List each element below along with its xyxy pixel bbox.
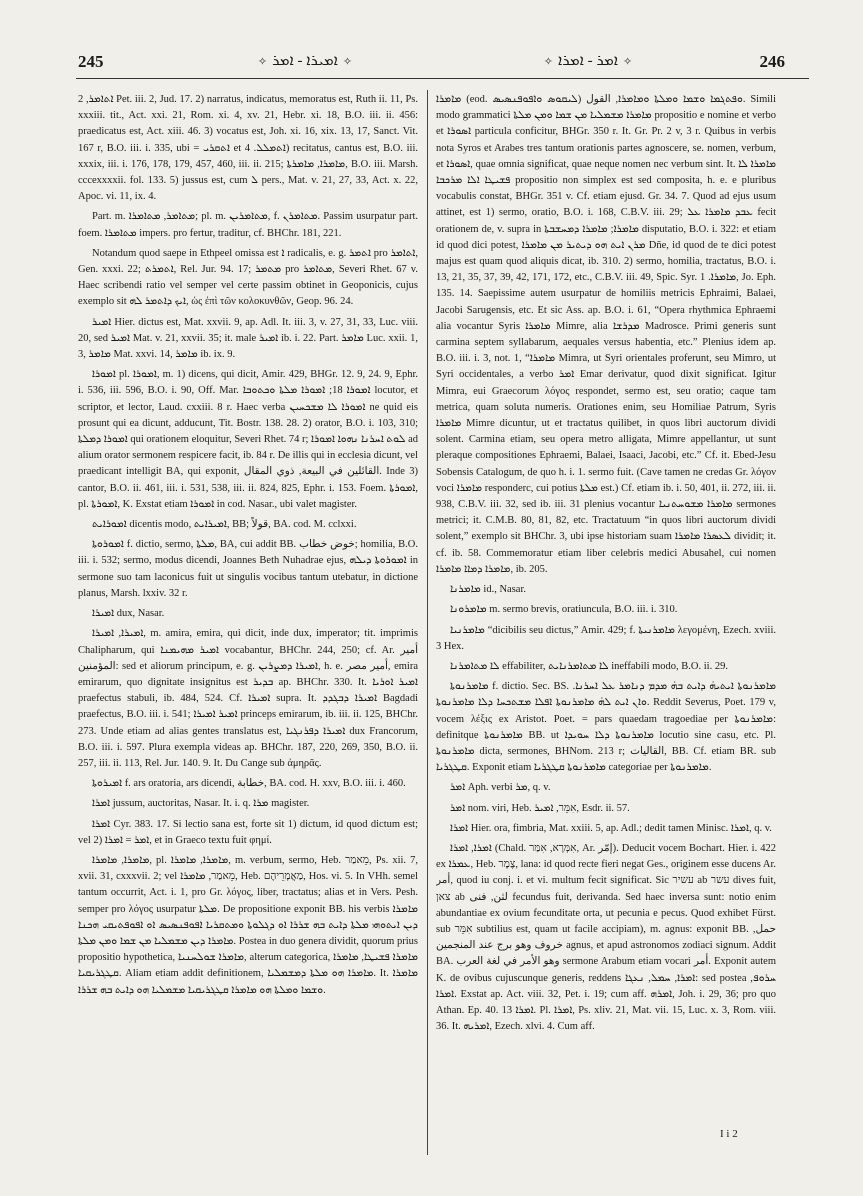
dictionary-entry: Part. m. ܡܬܐܡܪ, ܡܬܐܡܪܐ; pl. m. ܡܬܐܡܪܝܢ, f. ܡܬܐܡܪܢ. Passim usurpatur part. foem. ܡܬܐܡܪܐ impers. pro fertur, traditur, cf. BHChr. 181, 221. bbox=[78, 211, 418, 239]
ornament-icon: ✧ bbox=[623, 56, 633, 68]
right-page-number: 246 bbox=[759, 52, 785, 71]
dictionary-entry: ܐܡܪܐ Hier. ora, fimbria, Mat. xxiii. 5, ap. Adl.; dedit tamen Minisc. ܐܡܪܐ, q. v. bbox=[450, 822, 772, 834]
column-divider bbox=[427, 90, 428, 1155]
left-running-title-text: ܐܡܝܪܐ - ܐܡܪ bbox=[272, 53, 338, 69]
signature-mark: I i 2 bbox=[720, 1128, 738, 1140]
dictionary-entry: ܐܡܘܪܘܬܐ f. dictio, sermo, ܡܠܬܐ, BA, cui addit BB. خوض خطاب; homilia, B.O. iii. i. 532; sermo, modus dicendi, Joannes Beth Nuhadrae ejus, ܐܡܘܪܘܬܐ ܕܝܠܗ in sermone suo tam laconicus fuit ut singulis vocibus tantum utebatur, in dictione planus, Marsh. lxxiv. 32 r. bbox=[78, 539, 418, 599]
dictionary-entry: ܡܐܡܪܢܘܬܐ f. dictio. Sec. BS. ܡܐܡܪܢܘܬܐ ܐܝܬܝܗ̇ ܕܐܝܬ ܒܗ̇ ܡܕܡ ܕܢܐܡܪ ܥܠ ܐܚܪܢܐ. ܘܐܢ ܐܝܬ ܠܗ̇ ܡܐܡܪܢܘܬܐ ܐܦܠܐ ܡܫܬܟܚܐ ܕܠܐ ܡܐܡܪܢܘܬܐ. Reddit Severus, Poet. 179 v, vocem λέξις ex Aristot. Poet. = pars quaedam tragoediae per ܡܐܡܪܢܘܬܐ: definitque ܡܐܡܪܢܘܬܐ BB. ut ܡܐܡܪܢܘܬܐ ܕܠܐ ܚܘܝܕܐ locutio sine casu, etc. Pl. ܡܐܡܪܢܘܬܐ dicta, sermones, BHNom. 213 r; القاليات, BB. Cf. etiam BR. sub ܩܛܓܪܝܐ. Exponit etiam ܡܐܡܪܢܘܬܐ ܩܛܓܪܝܐ categoriae per ܡܐܡܪܢܘܬܐ. bbox=[436, 681, 776, 774]
dictionary-entry: ܐܡܪܐ Cyr. 383. 17. Si lectio sana est, forte sit 1) dictum, id quod dictum est; vel 2) ܐܡܪ = ܐܡܪܐ, et in Graeco textu fuit φημί. bbox=[78, 818, 418, 846]
dictionary-entry: ܡܐܡܪܐ (eod. ܠܝܩܘܣ ܘܐܦܘܦܢܣܝܣ) ܘܦܬܓܡܐ ܘܫܡܐ ܘܡܠܬܐ ܘܡܐܡܪܐ, القول. Simili modo grammatici ܡܐܡܪܐ ܡܫܡܠܝܐ ܡܢ ܫܡܐ ܘܡܢ ܡܠܬܐ propositio e nomine et verbo et ܐܣܘܪܐ particula conficitur, BHGr. 350 r. It. Gr. Pr. 2 v, 3 r. Quibus in verbis nota Syros et Arabes tres tantum orationis partes agnoscere, se. nomen, verbum, et ܐܣܘܪܐ, quae omnia significat, quae neque nomen nec verbum sint. It. ܡܐܡܪܐ ܠܐ ܦܫܝܛܐ ܐܠܐ ܡܪܟܒܐ propositio non simplex est sed composita, h. e. e pluribus vocabulis constat, BHGr. 351 v. Cf. etiam ejusd. Gr. 34. 7. Quod ad ejus usum attinet, est 1) sermo, oratio, B.O. i. 168, C.B.V. iii. 29; ܥܒܕ ܡܐܡܪܐ ܥܠ fecit orationem de, v. supra in ܡܐܡܪܐ; ܡܐܡܪܐ ܕܡܚܫܒܬܐ disputatio, B.O. i. 322: et etiam id quod dici potest, ܡܪܢ ܐܝܬ ܗܘ ܕܝܬܝܪ ܡܢ ܡܐܡܪܐ Dñe, id quod de te dici potest majus est quam quod aliquis dicat, ib. 310. 2) sermo, homilia, tractatus, B.O. i. 13, 21, 35, 37, 39, 42, 171, 172, etc., C.B.V. iii. 49, Spic. Syr. ܡܐܡܪܐ. 1, Jo. Eph. 135. 14. Saepissime autem usurpatur de homiliis metricis Ephraimi, Balaei, Jacobi Sarugensis, etc. Et sic Ass. ap. B.O. i. 61, “Opera rhythmica Ephraemi alia vocantur Syris ܡܐܡܪܐ Mimre, alia ܡܕܪܫܐ Madrosce. Primi generis sunt carmina septem syllabarum, aequales versus habentia, etc.” Plenius idem ap. B.O. iii. i. 3, not. 1, “ܡܐܡܪܐ Mimra, ut Syri orientales proferunt, seu Mimro, ut Syri occidentales, a verbo ܐܡܪ Emar derivatur, quod dixit significat. Igitur Mimra, eui Graecorum λόγος respondet, sermo est, seu oratio; caque tam metrica, quam soluta numeris. Orationes enim, seu Homiliae Patrum, Syris ܡܐܡܪܐ Mimre dicuntur, ut et tractatus quilibet, in quos libri auctorum dividi solent. Carmina etiam, seu opera metro alligata, Mimre appellantur, ut sunt pleraque compositiones Ephraemi, Balaei, Isaaci, Jacobi, etc.” Cf. it. Ebed-Jesu Sobensis Catalogum, de quo h. i. 1. sermo fuit. (Cave tamen ne credas Gr. λόγον voci ܡܐܡܪܐ responderc, cui potius ܡܠܬܐ est.) Cf. etiam ib. i. 50, 401, ii. 272, iii. ii. 938, C.B.V. iii. 32, sed ib. iii. 31 plenius vocantur ܡܐܡܪܐ ܡܫܘܚܬܢܝܐ sermones metrici; it. C.M.B. 80, 81, 82, etc. Tractatuum “in quos libri auctorum dividi solent,” exemplo sit BHChr. 3, ubi ipse historiam suam ܠܥܣܪܐ ܡܐܡܪܐ dividit; it. cf. ib. 58. Commemoratur etiam liber celebris medici Abusahel, cui nomen ܡܐܡܪܐ ܕܡܐܐ ܡܐܡܪܐ, ib. 205. bbox=[436, 94, 776, 575]
ornament-icon: ✧ bbox=[543, 56, 553, 68]
ornament-icon: ✧ bbox=[342, 56, 353, 68]
dictionary-entry: ܐܡܘܪܐ pl. ܐܡܘܪܐ, m. 1) dicens, qui dicit, Amir. 429, BHGr. 12. 9, 24. 9, Ephr. i. 536, iii. 596, B.O. i. 90, Off. Mar. ܐܡܘܪܐ 18; ܐܡܘܪܐ ܡܠܬܐ ܘܟܬܘܒܐ locutor, et scriptor, et lector, Laud. cxxiii. 8 r. Haec verba ܐܡܘܪܐ ܠܐ ܡܫܟܚܝܢ ne quid eis prosunt qui ea dicunt, adducunt, Tit. Bostr. 138. 28. 2) orator, B.O. i. 103, 310; ܐܡܘܪܐ ܕܡܠܬܐ qui orationem eloquitur, Severi Rhet. 74 r; ܠܘܬ ܐܚܪܢܐ ܢܗܘܐ ܐܡܘܪܐ ad alium orator sermonem respicere facit, ib. 84 r. De illis qui in ecclesia dicunt, vel praedicant intelligit BA, qui exponit, القائلين في البيعة, ذوي المقال. Inde 3) cantor, B.O. ii. 461, iii. i. 531, 538, iii. ii. 824, 825, Ephr. i. 153. Foem. ܐܡܘܪܬܐ, pl. ܐܡܘܪܬܐ, K. Exstat etiam ܐܡܘܪܐ in cod. Nasar., ubi valet magister. bbox=[78, 369, 418, 510]
left-page-number: 245 bbox=[78, 52, 104, 71]
dictionary-entry: ܡܐܡܪܢܐ id., Nasar. bbox=[450, 584, 526, 596]
dictionary-entry: ܐܡܪ Aph. verbi ܡܪ, q. v. bbox=[450, 782, 551, 794]
dictionary-entry: ܠܐ ܡܬܐܡܪܢܐ effabiliter, ܠܐ ܡܬܐܡܪܢܐܝܬ ineffabili modo, B.O. ii. 29. bbox=[450, 660, 728, 672]
right-running-title-text: ܐܡܪ - ܐܡܪܐ bbox=[557, 53, 618, 69]
dictionary-entry: ܐܡܝܪܘܬܐ f. ars oratoria, ars dicendi, خطابة, BA. cod. H. xxv, B.O. iii. i. 460. bbox=[92, 778, 406, 790]
dictionary-entry: ܐܡܝܪܐ, ܐܡܝܪܐ, m. amira, emira, qui dicit, inde dux, imperator; tit. imprimis Chalipharum, qui ܐܡܝܪ ܡܗܝܡܢܐ vocabantur, BHChr. 244, 250; cf. Ar. أمير المؤمنين: sed et aliorum principum, e. g. ܐܡܝܪܐ ܕܡܨܪܝܢ, h. e. أمير مصر, emira emirarum, quo dignitate insignitus est ܒܕܝܪ ap. BHChr. 330. It. ܐܡܝܪ ܐܘܪܝܐ praefectus stabuli, ib. 484, 524. Cf. ܐܡܝܪܐ supra. It. ܐܡܝܪܐ ܕܒܓܕܕ Bagdadi praefectus, B.O. iii. i. 541; ܐܡܝܪ ܐܡܝܪܐ princeps emirarum, ib. iii. ii. 125, BHChr. 273. Unde etiam ad alias gentes translatus est, ܐܡܝܪܐ ܕܦܪܢܓܝܐ dux Francorum, B.O. iii. i. 597. Plura exempla videas ap. BHChr. 187, 220, 269, 350, B.O. ii. 257, iii. ii. 113, Rel. Jur. 140. 9. It. Du Cange sub ἀμηρᾶς. bbox=[78, 628, 418, 769]
page-header bbox=[40, 46, 823, 76]
dictionary-entry: ܐܡܪܐ jussum, auctoritas, Nasar. It. i. q. ܡܪܐ magister. bbox=[92, 798, 310, 810]
right-column bbox=[436, 92, 776, 1154]
left-column bbox=[78, 92, 418, 1154]
dictionary-entry: ܡܐܡܪܢܝܐ “dicibilis seu dictus,” Amir. 429; f. ܡܐܡܪܢܝܬܐ λεγομένη, Ezech. xviii. 3 Hex. bbox=[436, 624, 776, 652]
dictionary-entry: ܡܐܡܪܐ, ܡܐܡܪܐ, pl. ܡܐܡܪܐ, ܡܐܡܪܐ, m. verbum, sermo, Heb. מֵאמַר, Ps. xii. 7, xvii. 31, cxxxvii. 2; vel מֵאמַר, ܡܐܡܪܐ, Heb. מַאֲמָרֵיהֶם, Hos. vi. 5. In VHh. semel tantum occurrit, Act. i. 1, pro Gr. λόγος, liber, tractatus; alias et in Vers. Pesh. semper pro λόγος usurpatur ܡܠܬܐ. De propositione exponit BB. his verbis ܡܐܡܪܐ ܕܝܢ ܐܝܬܘܗܝ ܡܠܬܐ ܕܐܝܬ ܒܗ ܫܪܪܐ ܐܘ ܕܓܠܘܬܐ ܘܡܬܩܪܝܐ ܐܦܘܦܢܣܝܣ ܐܘ ܐܦܘܦܬܝܩܝ ܗܟܢܐ ܡܐܡܪܐ ܕܝܢ ܡܫܡܠܝܐ ܡܢ ܫܡܐ ܘܡܢ ܡܠܬܐ. Postea in duo genera dividit, quorum prius propositio hypothetica, ܡܐܡܪܐ ܫܘܠܚܢܝܐ, alterum categorica, ܡܐܡܪܐ ܦܫܝܛܐ, ܡܐܡܪܐ ܩܛܓܪܝܩܝܐ. Aliam etiam addit definitionem, ܡܐܡܪܐ ܗܘ ܡܠܬܐ ܕܡܫܡܠܝܐ. It. ܡܐܡܪܐ ܘܫܡܐ ܘܡܠܬܐ ܗܘ ܡܐܡܪܐ ܩܛܓܪܝܩܝܐ ܡܫܡܠܝܐ ܗܘ ܕܐܝܬ ܒܗ ܫܪܪܐ. bbox=[78, 854, 418, 996]
dictionary-entry: ܐܡܝܪ Hier. dictus est, Mat. xxvii. 9, ap. Adl. It. iii. 3, v. 27, 31, 33, Luc. viii. 20, sed ܐܡܝܪ Mat. v. 21, xxvii. 35; it. male ܐܡܝܪ ib. i. 22. Part. ܡܐܡܪ Luc. xxii. 1, 3, ܡܐܡܪ Mat. xxvi. 14, ܡܐܡܪ ib. ix. 9. bbox=[78, 316, 418, 361]
dictionary-entry: ܐܬܐܡܪ, 2 Pet. iii. 2, Jud. 17. 2) narratus, indicatus, memoratus est, Ruth ii. 11, Ps. xxxiii. tit., Act. xxi. 21, Rom. xi. 4, xv. 21, Hebr. xi. 18, B.O. iii. ii. 456: praedicatus est, Act. xiii. 46. 3) vocatus est, Joh. xi. 16, xix. 13, 17, Sanct. Vit. 167 r, B.O. iii. i. 335, ubi = ܐܬܩܪܝ et ܐܬܡܠܠ. 4) recitatus, cantus est, B.O. iii. xxxix, iii. i. 176, 178, 179, 457, 460, iii. ii. 215; ܡܐܡܪܐ, ܡܐܡܪܬܐ, B.O. iii. Marsh. cccexxxxii. fol. 133. 5) jussus est, cum ܠ pers., Mat. v. 21, 27, 33, Act. x. 22, Apoc. vi. 11, ix. 4. bbox=[78, 94, 418, 203]
dictionary-entry: Notandum quod saepe in Ethpeel omissa est ܐ radicalis, e. g. ܐܬܡܪ pro ܐܬܐܡܪ, Gen. xxxi. 22; ܐܬܡܪܬ, Rel. Jur. 94. 17; ܡܬܡܪ pro ܡܬܐܡܪ, Severi Rhet. 67 v. Haec scribendi ratio vel semper vel certe passim obtinet in Geoponicis, cujus exemplo sit ܐܝܟ ܕܐܬܡܪ ܠܗ, ὡς ἐπὶ τῶν κολοκυνθῶν, Geop. 96. 24. bbox=[78, 247, 418, 308]
dictionary-entry: ܐܡܪ nom. viri, Heb. אִמֵּר, ܐܡܝܪ, Esdr. ii. 57. bbox=[450, 802, 630, 814]
ornament-icon: ✧ bbox=[257, 56, 268, 68]
dictionary-entry: ܐܡܪܐ, ܐܡܪܐ (Chald. אִמְּרָא, אִמַּר, Ar. إمّر). Deducit vocem Bochart. Hier. i. 422 ex ܥܡܪܐ, Heb. צֶמֶר, lana: id quod recte fieri negat Ges., originem esse ducens Ar. أمر, quod iu conj. i. et vi. multum fecit significat. Sic עשיר ab עשר dives fuit, צאן ab لثن, فنى fecundus fuit, derivanda. Sed haec inversa sunt: notio enim abundantiae ex ovium fecunditate orta, ut pecunia e pecus. Quod exhibet Fürst. sub אִמֵּר subtilius est, quam ut facile accipiam), m. agnus: exponit BB. حمل, خروف وهو برج عند المنجمين agnus, et apud astronomos zodiaci signum. Addit BA. وهو الأمر في لغة العرب sermone Arabum etiam vocari أمر. Exponit autem K. de ovibus cujuscunque generis, reddens ܐܡܪܐ, ܚܡܠ, ܢܥܓܐ: sed postea ܚܪܘܦ, ܐܡܪܐ. Exstat ap. Act. viii. 32, Pet. i. 19; cum aff. ܐܡܪܗ, Joh. i. 29, 36; pro quo Athan. Ep. 40. 13 ܐܡܪܐ. Pl. ܐܡܪܐ, Ps. xliv. 21, Mat. vii. 15, Luc. x. 3, Rom. viii. 36. It. ܐܡܪܝܗ, Ezech. xlvi. 4. Cum aff. bbox=[436, 842, 776, 1033]
left-running-title bbox=[180, 52, 430, 70]
dictionary-entry: ܐܡܘܪܐܝܬ dicentis modo, ܐܡܝܪܐܝܬ, BB; قولاً, BA. cod. M. cclxxi. bbox=[92, 519, 357, 531]
dictionary-entry: ܡܐܡܪܘܢܐ m. sermo brevis, oratiuncula, B.O. iii. i. 310. bbox=[450, 604, 678, 616]
dictionary-entry: ܐܡܝܪܐ dux, Nasar. bbox=[92, 608, 165, 620]
header-rule bbox=[76, 78, 809, 79]
right-running-title bbox=[463, 52, 713, 70]
